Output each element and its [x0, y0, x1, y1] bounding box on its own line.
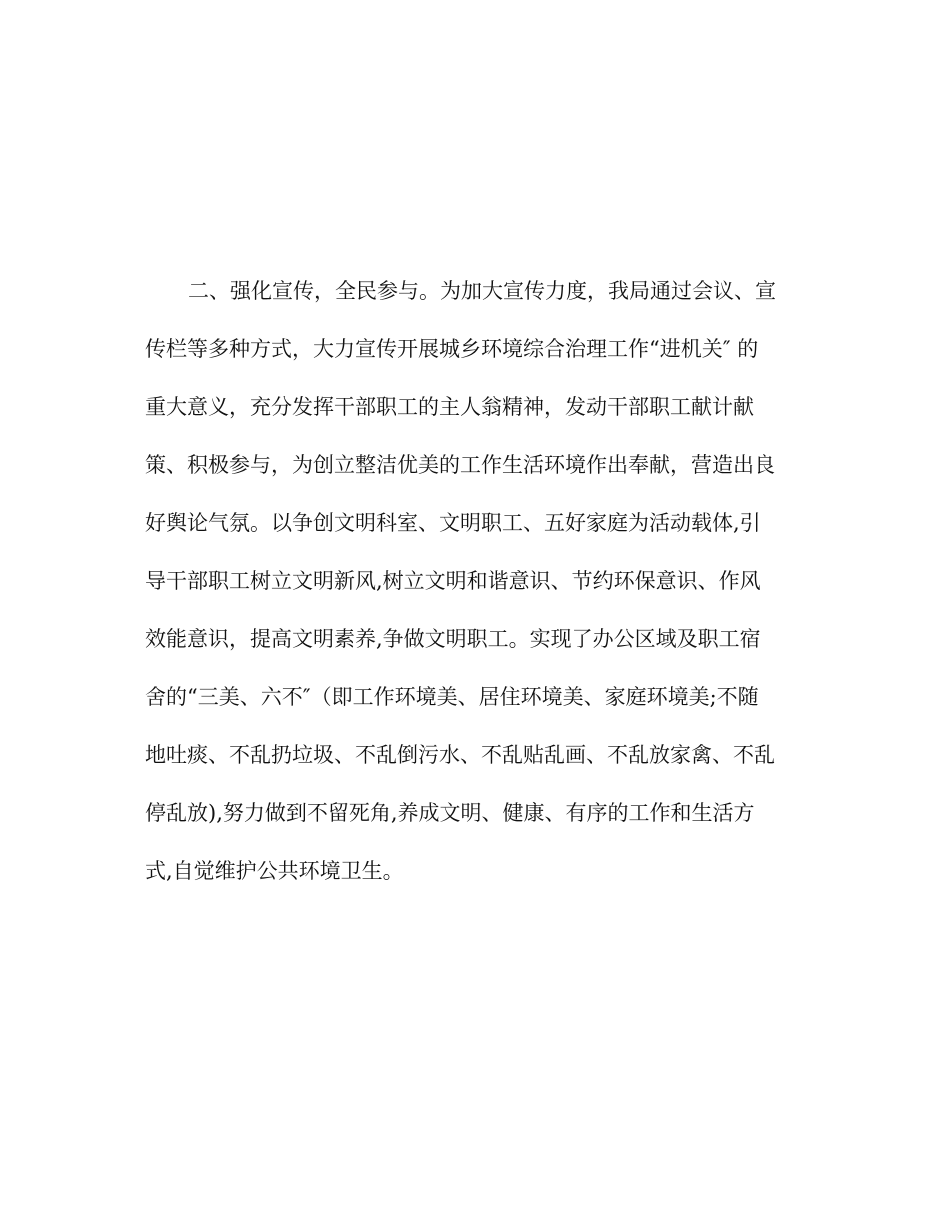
paragraph-line-6: 导干部职工树立文明新风,树立文明和谐意识、节约环保意识、作风 — [145, 569, 761, 593]
paragraph-line-11: 式,自觉维护公共环境卫生。 — [145, 859, 404, 883]
paragraph-line-5: 好舆论气氛。以争创文明科室、文明职工、五好家庭为活动载体,引 — [145, 511, 761, 535]
paragraph-line-7: 效能意识，提高文明素养,争做文明职工。实现了办公区域及职工宿 — [145, 627, 761, 651]
paragraph-line-9: 地吐痰、不乱扔垃圾、不乱倒污水、不乱贴乱画、不乱放家禽、不乱 — [145, 743, 775, 767]
paragraph-line-2: 传栏等多种方式，大力宣传开展城乡环境综合治理工作“进机关″ 的 — [145, 337, 759, 361]
paragraph-line-1: 二、强化宣传，全民参与。为加大宣传力度，我局通过会议、宣 — [188, 279, 776, 303]
paragraph-line-10: 停乱放),努力做到不留死角,养成文明、健康、有序的工作和生活方 — [145, 801, 755, 825]
paragraph-line-3: 重大意义，充分发挥干部职工的主人翁精神，发动干部职工献计献 — [145, 395, 754, 419]
paragraph-line-4: 策、积极参与，为创立整洁优美的工作生活环境作出奉献，营造出良 — [145, 453, 775, 477]
paragraph-line-8: 舍的“三美、六不″（即工作环境美、居住环境美、家庭环境美;不随 — [145, 685, 759, 709]
paragraph — [145, 268, 815, 906]
